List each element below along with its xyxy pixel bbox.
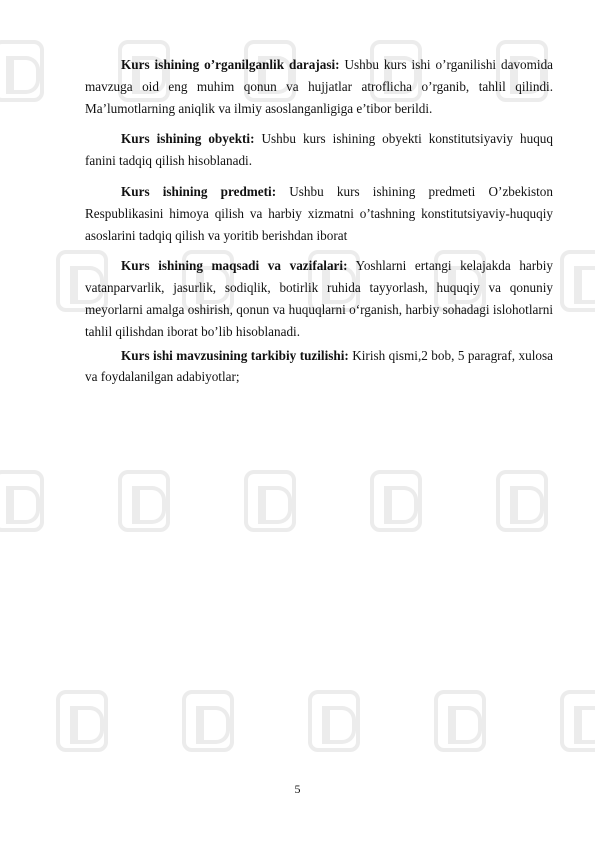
paragraph-text: Ushbu kurs ishining obyekti konstitutsiyaviy huquq fanini tadqiq qilish hisoblanadi. <box>85 131 553 169</box>
watermark-logo <box>182 690 234 752</box>
paragraph-object <box>85 128 553 172</box>
watermark-logo <box>370 470 422 532</box>
paragraph-text: Kirish qismi,2 bob, 5 paragraf, xulosa va foydalanilgan adabiyotlar; <box>85 347 553 385</box>
paragraph-heading: Kurs ishining o’rganilganlik darajasi: <box>121 57 340 72</box>
watermark-logo <box>560 690 595 752</box>
watermark-logo <box>118 470 170 532</box>
paragraph-structure <box>85 345 553 389</box>
watermark-logo <box>434 690 486 752</box>
paragraph-heading: Kurs ishining maqsadi va vazifalari: <box>121 258 348 274</box>
watermark-logo <box>56 690 108 752</box>
paragraph-text: Yoshlarni ertangi kelajakda harbiy vatanparvarlik, jasurlik, sodiqlik, botirlik ruhida tayyorlash, huquqiy va qonuniy meyorlarni amalga oshirish, qonun va huquqlarni o‘rganish, harbiy sohadagi islohotlarni tahlil qilishdan iborat bo’lib hisoblanadi. <box>85 258 554 339</box>
paragraph-heading: Kurs ishi mavzusining tarkibiy tuzilishi: <box>121 347 349 363</box>
watermark-logo <box>0 40 44 102</box>
page-number: 5 <box>294 782 301 796</box>
paragraph-subject <box>85 181 553 246</box>
watermark-logo <box>0 470 44 532</box>
watermark-logo <box>244 470 296 532</box>
watermark-logo <box>496 470 548 532</box>
paragraph-heading: Kurs ishining obyekti: <box>121 131 255 147</box>
document-body <box>85 54 553 397</box>
paragraph-text: Ushbu kurs ishi o’rganilishi davomida mavzuga oid eng muhim qonun va hujjatlar atroflicha o’rganib, tahlil qilindi. Ma’lumotlarning aniqlik va ilmiy asoslanganligiga e’tibor berildi. <box>85 57 554 116</box>
paragraph-study-level <box>85 54 553 119</box>
watermark-logo <box>560 250 595 312</box>
paragraph-heading: Kurs ishining predmeti: <box>121 183 277 199</box>
paragraph-goals <box>85 255 553 342</box>
watermark-logo <box>308 690 360 752</box>
paragraph-text: Ushbu kurs ishining predmeti O’zbekiston Respublikasini himoya qilish va harbiy xizmatni o’tashning konstitutsiyaviy-huquqiy asoslarini tadqiq qilish va yoritib berishdan iborat <box>85 183 553 243</box>
